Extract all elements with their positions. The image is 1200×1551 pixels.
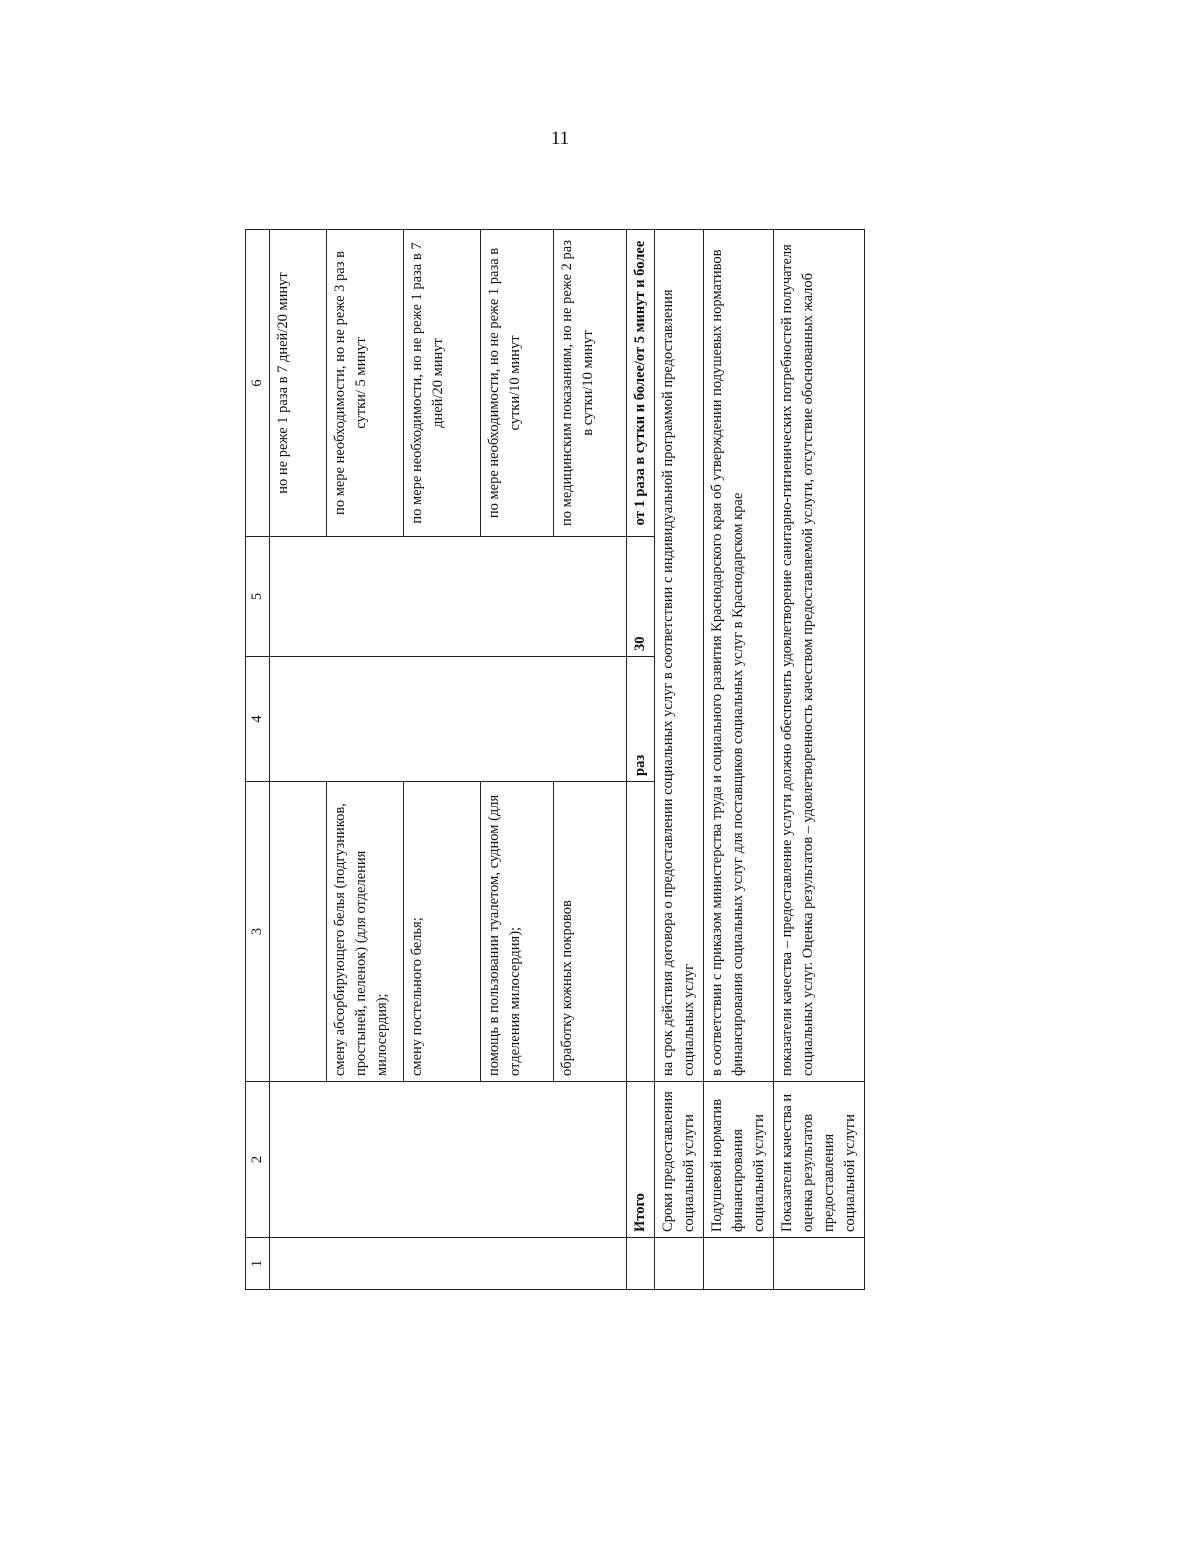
service-cell: обработку кожных покровов [554,782,627,1082]
info-text: в соответствии с приказом министерства труда и социального развития Краснодарского края об утверждении подушевых нормативов финансирования социальных услуг для поставщиков социальных услуг в Краснодарском крае [704,230,774,1082]
rotated-table-container [245,230,945,1290]
total-col1 [627,1238,655,1290]
col4-cell [270,657,627,782]
total-unit: раз [627,657,655,782]
total-col3 [627,782,655,1082]
info-row [655,230,704,1290]
info-text: показатели качества – предоставление услуги должно обеспечить удовлетворение санитарно-гигиенических потребностей получателя социальных услуг. Оценка результатов – удовлетворенность качеством предоставляемой услуги, отсутствие обоснованных жалоб [774,230,865,1082]
table-row [270,230,327,1290]
total-label: Итого [627,1082,655,1238]
info-row [774,230,865,1290]
service-cell: помощь в пользовании туалетом, судном (для отделения милосердия); [481,782,554,1082]
services-table [245,229,865,1290]
service-cell [270,782,327,1082]
info-label: Сроки предоставления социальной услуги [655,1082,704,1238]
frequency-cell: по мере необходимости, но не реже 1 раза в сутки/10 минут [481,230,554,537]
info-row [704,230,774,1290]
header-cell: 3 [246,782,270,1082]
frequency-cell: по мере необходимости, но не реже 3 раз в сутки/ 5 минут [327,230,404,537]
header-cell: 2 [246,1082,270,1238]
info-label: Показатели качества и оценка результатов предоставления социальной услуги [774,1082,865,1238]
col5-cell [270,537,627,657]
frequency-cell: по мере необходимости, но не реже 1 раза в 7 дней/20 минут [404,230,481,537]
info-col1 [704,1238,774,1290]
info-text: на срок действия договора о предоставлении социальных услуг в соответствии с индивидуальной программой предоставления социальных услуг [655,230,704,1082]
total-count: 30 [627,537,655,657]
total-row [627,230,655,1290]
header-cell: 1 [246,1238,270,1290]
total-frequency: от 1 раза в сутки и более/от 5 минут и более [627,230,655,537]
info-col1 [655,1238,704,1290]
service-cell: смену постельного белья; [404,782,481,1082]
info-label: Подушевой норматив финансирования социальной услуги [704,1082,774,1238]
service-cell: смену абсорбирующего белья (подгузников, простыней, пеленок) (для отделения милосердия); [327,782,404,1082]
col2-cell [270,1082,627,1238]
header-cell: 4 [246,657,270,782]
page-number: 11 [550,128,570,149]
info-col1 [774,1238,865,1290]
frequency-cell: но не реже 1 раза в 7 дней/20 минут [270,230,327,537]
col1-cell [270,1238,627,1290]
header-cell: 6 [246,230,270,537]
header-cell: 5 [246,537,270,657]
header-row [246,230,270,1290]
frequency-cell: по медицинским показаниям, но не реже 2 раз в сутки/10 минут [554,230,627,537]
